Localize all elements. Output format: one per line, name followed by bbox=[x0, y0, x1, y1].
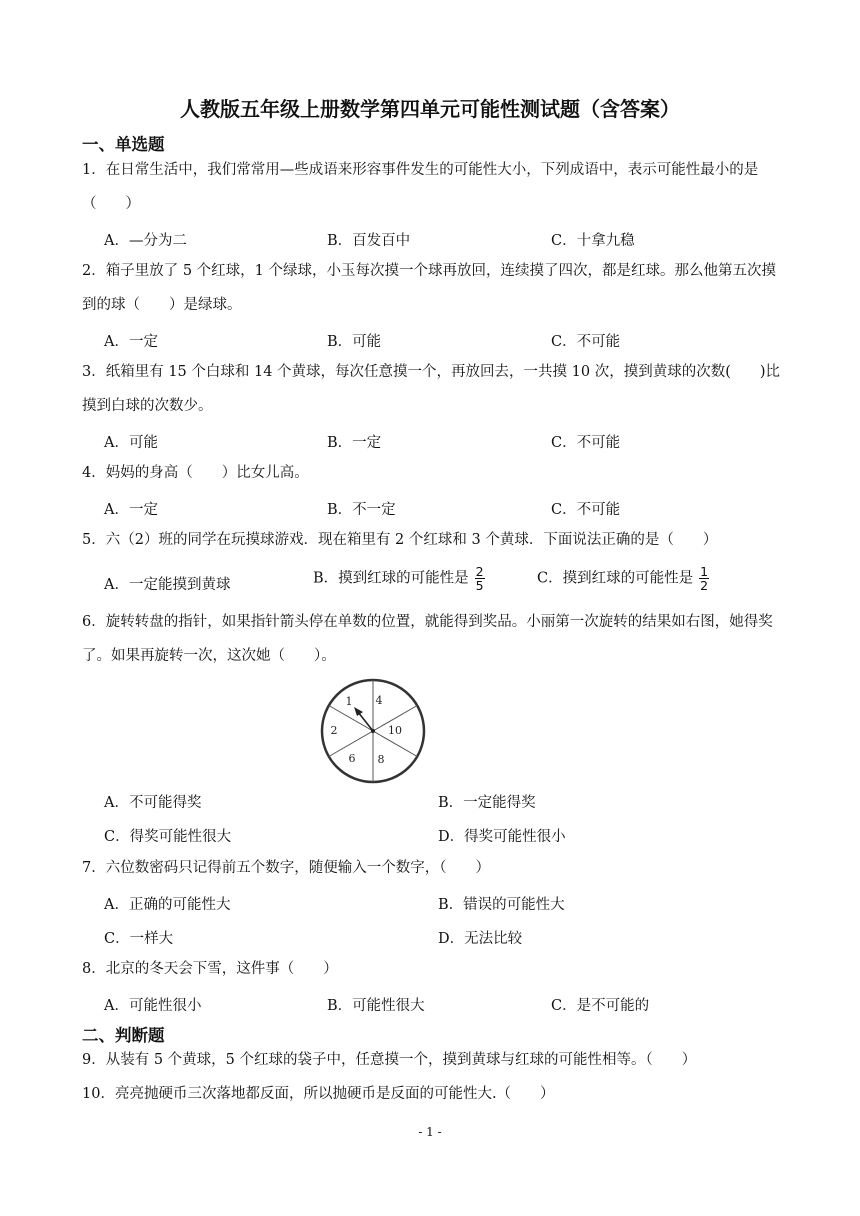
q6-option-d: D．得奖可能性很小 bbox=[438, 829, 566, 845]
question-4: 4．妈妈的身高（ ）比女儿高。 bbox=[82, 465, 309, 481]
q8-option-b: B．可能性很大 bbox=[327, 998, 425, 1014]
wheel-number: 8 bbox=[377, 753, 385, 766]
q2-option-b: B．可能 bbox=[327, 334, 382, 350]
question-10: 10．亮亮抛硬币三次落地都反面，所以抛硬币是反面的可能性大.（ ） bbox=[82, 1086, 555, 1102]
q7-option-a: A．正确的可能性大 bbox=[104, 897, 231, 913]
page-number: - 1 - bbox=[418, 1125, 442, 1139]
question-6: 6．旋转转盘的指针，如果指针箭头停在单数的位置，就能得到奖品。小丽第一次旋转的结果如右图，她得奖了。如果再旋转一次，这次她（ ）。 bbox=[82, 614, 773, 664]
question-9: 9．从装有 5 个黄球，5 个红球的袋子中，任意摸一个，摸到黄球与红球的可能性相等。（ ） bbox=[82, 1052, 697, 1068]
question-3: 3．纸箱里有 15 个白球和 14 个黄球，每次任意摸一个，再放回去，一共摸 10 次，摸到黄球的次数( )比摸到白球的次数少。 bbox=[82, 364, 781, 414]
spinner-wheel-figure bbox=[318, 676, 428, 786]
q6-option-c: C．得奖可能性很大 bbox=[104, 829, 232, 845]
wheel-number: 6 bbox=[348, 752, 356, 765]
wheel-number: 4 bbox=[375, 694, 383, 707]
section-heading-single-choice: 一、单选题 bbox=[82, 135, 165, 154]
q6-option-a: A．不可能得奖 bbox=[104, 795, 202, 811]
q8-option-a: A．可能性很小 bbox=[104, 998, 202, 1014]
q5-option-c bbox=[537, 565, 709, 592]
wheel-number: 1 bbox=[345, 695, 353, 708]
q1-option-b: B．百发百中 bbox=[327, 233, 411, 249]
q4-option-a: A．一定 bbox=[104, 502, 158, 518]
q4-option-c: C．不可能 bbox=[551, 502, 621, 518]
question-1: 1．在日常生活中，我们常常用—些成语来形容事件发生的可能性大小，下列成语中，表示可能性最小的是（ ） bbox=[82, 162, 759, 212]
fraction-one-half bbox=[699, 565, 709, 592]
question-2: 2．箱子里放了 5 个红球，1 个绿球，小玉每次摸一个球再放回，连续摸了四次，都是红球。那么他第五次摸到的球（ ）是绿球。 bbox=[82, 263, 776, 313]
q1-option-a: A．—分为二 bbox=[104, 233, 187, 249]
fraction-numerator: 2 bbox=[475, 564, 484, 579]
section-heading-true-false: 二、判断题 bbox=[82, 1026, 165, 1045]
q2-option-a: A．一定 bbox=[104, 334, 158, 350]
wheel-number: 10 bbox=[388, 724, 402, 737]
fraction-denominator: 5 bbox=[475, 578, 484, 593]
question-7: 7．六位数密码只记得前五个数字，随便输入一个数字，（ ） bbox=[82, 860, 490, 876]
q7-option-d: D．无法比较 bbox=[438, 931, 523, 947]
q4-option-b: B．不一定 bbox=[327, 502, 396, 518]
q3-option-c: C．不可能 bbox=[551, 435, 621, 451]
wheel-number: 2 bbox=[330, 724, 338, 737]
q7-option-c: C．一样大 bbox=[104, 931, 174, 947]
q7-option-b: B．错误的可能性大 bbox=[438, 897, 565, 913]
q3-option-b: B．一定 bbox=[327, 435, 382, 451]
q5-option-c-label: C．摸到红球的可能性是 bbox=[537, 570, 694, 587]
q2-option-c: C．不可能 bbox=[551, 334, 621, 350]
q3-option-a: A．可能 bbox=[104, 435, 158, 451]
fraction-two-fifths bbox=[475, 565, 485, 592]
q5-option-b-label: B．摸到红球的可能性是 bbox=[313, 570, 469, 587]
fraction-denominator: 2 bbox=[700, 578, 709, 593]
fraction-numerator: 1 bbox=[700, 564, 709, 579]
q5-option-b bbox=[313, 565, 485, 592]
q5-option-a: A．一定能摸到黄球 bbox=[104, 577, 231, 593]
q6-option-b: B．一定能得奖 bbox=[438, 795, 536, 811]
q8-option-c: C．是不可能的 bbox=[551, 998, 650, 1014]
question-8: 8．北京的冬天会下雪，这件事（ ） bbox=[82, 961, 338, 977]
question-5: 5．六（2）班的同学在玩摸球游戏．现在箱里有 2 个红球和 3 个黄球．下面说法正确的是（ ） bbox=[82, 532, 718, 548]
q1-option-c: C．十拿九稳 bbox=[551, 233, 635, 249]
page-title: 人教版五年级上册数学第四单元可能性测试题（含答案） bbox=[180, 97, 680, 121]
